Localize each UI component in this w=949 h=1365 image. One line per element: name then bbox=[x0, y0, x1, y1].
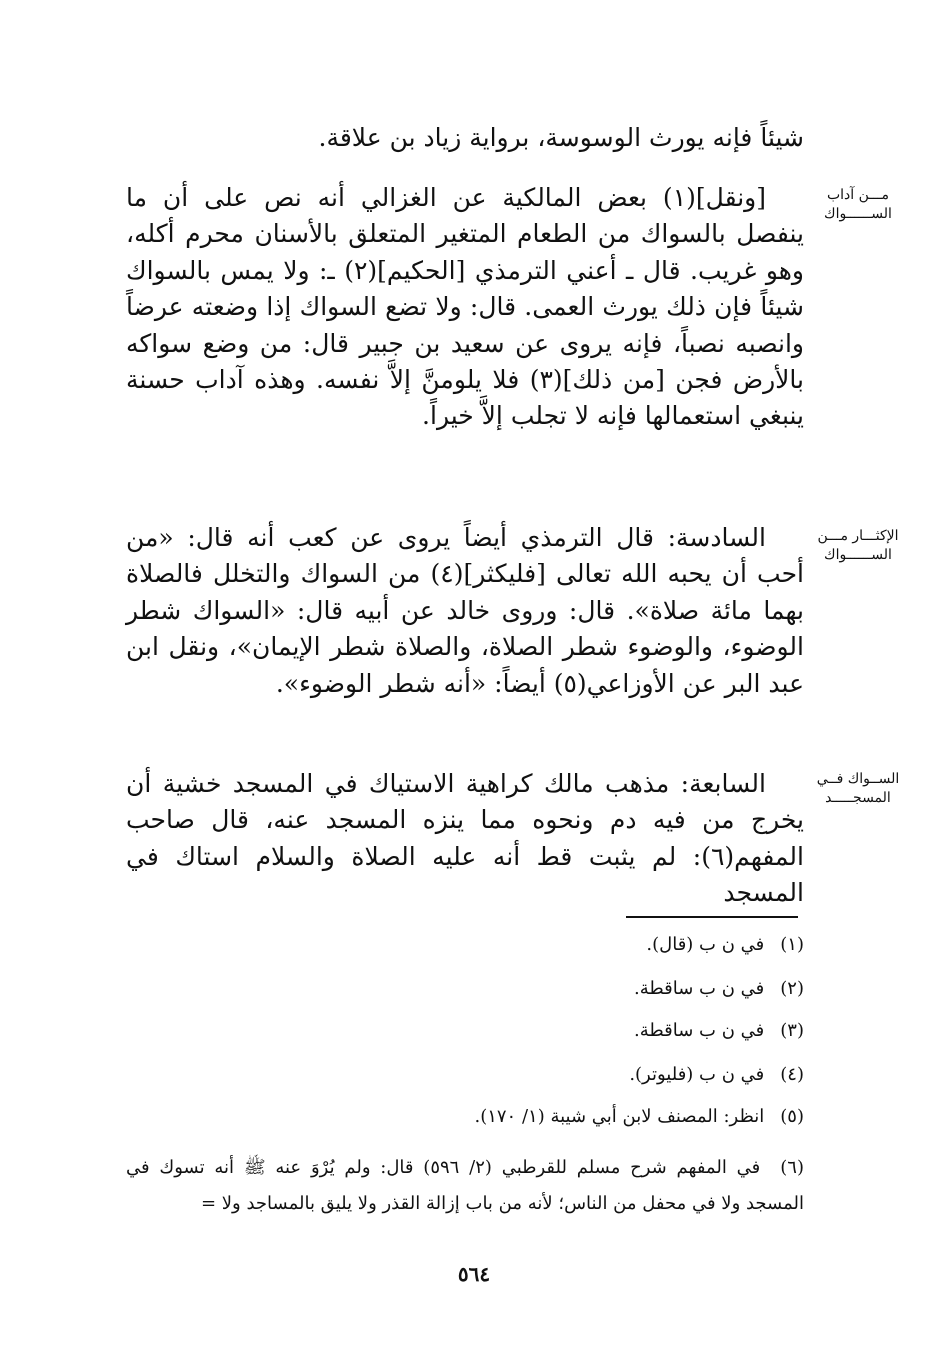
margin-note-line: مـــن آداب bbox=[826, 187, 890, 203]
paragraph-text: [ونقل](١) بعض المالكية عن الغزالي أنه نص على أن ما ينفصل بالسواك من الطعام المتغير المتعلق بالأسنان محرم أكله، وهو غريب. قال ـ أعني الترمذي [الحكيم](٢) ـ: ولا يمس بالسواك شيئاً فإن ذلك يورث العمى. قال: ولا تضع السواك إذا وضعته عرضاً وانصبه نصباً، فإنه يروى عن سعيد بن جبير قال: من وضع سواكه بالأرض فجن [من ذلك](٣) فلا يلومنَّ إلاَّ نفسه. وهذه آداب حسنة ينبغي استعمالها فإنه لا تجلب إلاَّ خيراً. bbox=[126, 183, 804, 431]
paragraph-sixth bbox=[126, 520, 804, 702]
footnote-4 bbox=[126, 1062, 804, 1088]
paragraph-text: السابعة: مذهب مالك كراهية الاستياك في المسجد خشية أن يخرج من فيه دم ونحوه مما ينزه المسجد عنه، قال صاحب المفهم(٦): لم يثبت قط أنه عليه الصلاة والسلام استاك في المسجد bbox=[126, 769, 804, 908]
footnote-number: (٦) bbox=[780, 1157, 804, 1178]
footnote-6 bbox=[126, 1150, 804, 1222]
margin-note-abundance bbox=[812, 527, 904, 565]
top-line bbox=[126, 120, 804, 156]
footnote-number: (٢) bbox=[780, 978, 804, 999]
footnote-1 bbox=[126, 932, 804, 958]
footnote-number: (٥) bbox=[780, 1106, 804, 1127]
footnote-text: انظر: المصنف لابن أبي شيبة (١/ ١٧٠). bbox=[474, 1106, 765, 1127]
paragraph-text: السادسة: قال الترمذي أيضاً يروى عن كعب أنه قال: «من أحب أن يحبه الله تعالى [فليكثر](٤) من السواك والتخلل فالصلاة بهما مائة صلاة». قال: وروى خالد عن أبيه قال: «السواك شطر الوضوء، والوضوء شطر الصلاة، والصلاة شطر الإيمان»، ونقل ابن عبد البر عن الأوزاعي(٥) أيضاً: «أنه شطر الوضوء». bbox=[126, 523, 805, 698]
paragraph-seventh bbox=[126, 766, 804, 912]
margin-note-line: المسجـــــد bbox=[825, 790, 891, 806]
margin-note-line: الســــــواك bbox=[824, 547, 892, 563]
footnote-divider bbox=[626, 916, 798, 918]
footnote-text: في ن ب (فليوتر). bbox=[629, 1064, 765, 1085]
footnote-text: في المفهم شرح مسلم للقرطبي (٢/ ٥٩٦) قال: ولم يُرْوَ عنه ﷺ أنه تسوك في المسجد ولا في محفل من الناس؛ لأنه من باب إزالة القذر ولا يليق بالمساجد ولا = bbox=[126, 1157, 804, 1214]
footnote-number: (٤) bbox=[780, 1064, 804, 1085]
footnote-text: في ن ب ساقطة. bbox=[634, 1020, 765, 1041]
footnote-number: (١) bbox=[780, 934, 804, 955]
footnote-5 bbox=[126, 1104, 804, 1130]
footnote-3 bbox=[126, 1018, 804, 1044]
margin-note-etiquette bbox=[812, 186, 904, 224]
margin-note-mosque bbox=[812, 770, 904, 808]
margin-note-line: الإكثـــار مـــن bbox=[817, 528, 899, 544]
footnote-text: في ن ب ساقطة. bbox=[634, 978, 765, 999]
footnote-text: في ن ب (قال). bbox=[646, 934, 765, 955]
paragraph-etiquette bbox=[126, 180, 804, 435]
footnote-2 bbox=[126, 976, 804, 1002]
margin-note-line: الســواك فــي bbox=[816, 771, 900, 787]
continuation-text: شيئاً فإنه يورث الوسوسة، برواية زياد بن علاقة. bbox=[318, 123, 804, 152]
page-number: ٥٦٤ bbox=[457, 1262, 491, 1286]
margin-note-line: الســــــواك bbox=[824, 206, 892, 222]
footnote-number: (٣) bbox=[780, 1020, 804, 1041]
